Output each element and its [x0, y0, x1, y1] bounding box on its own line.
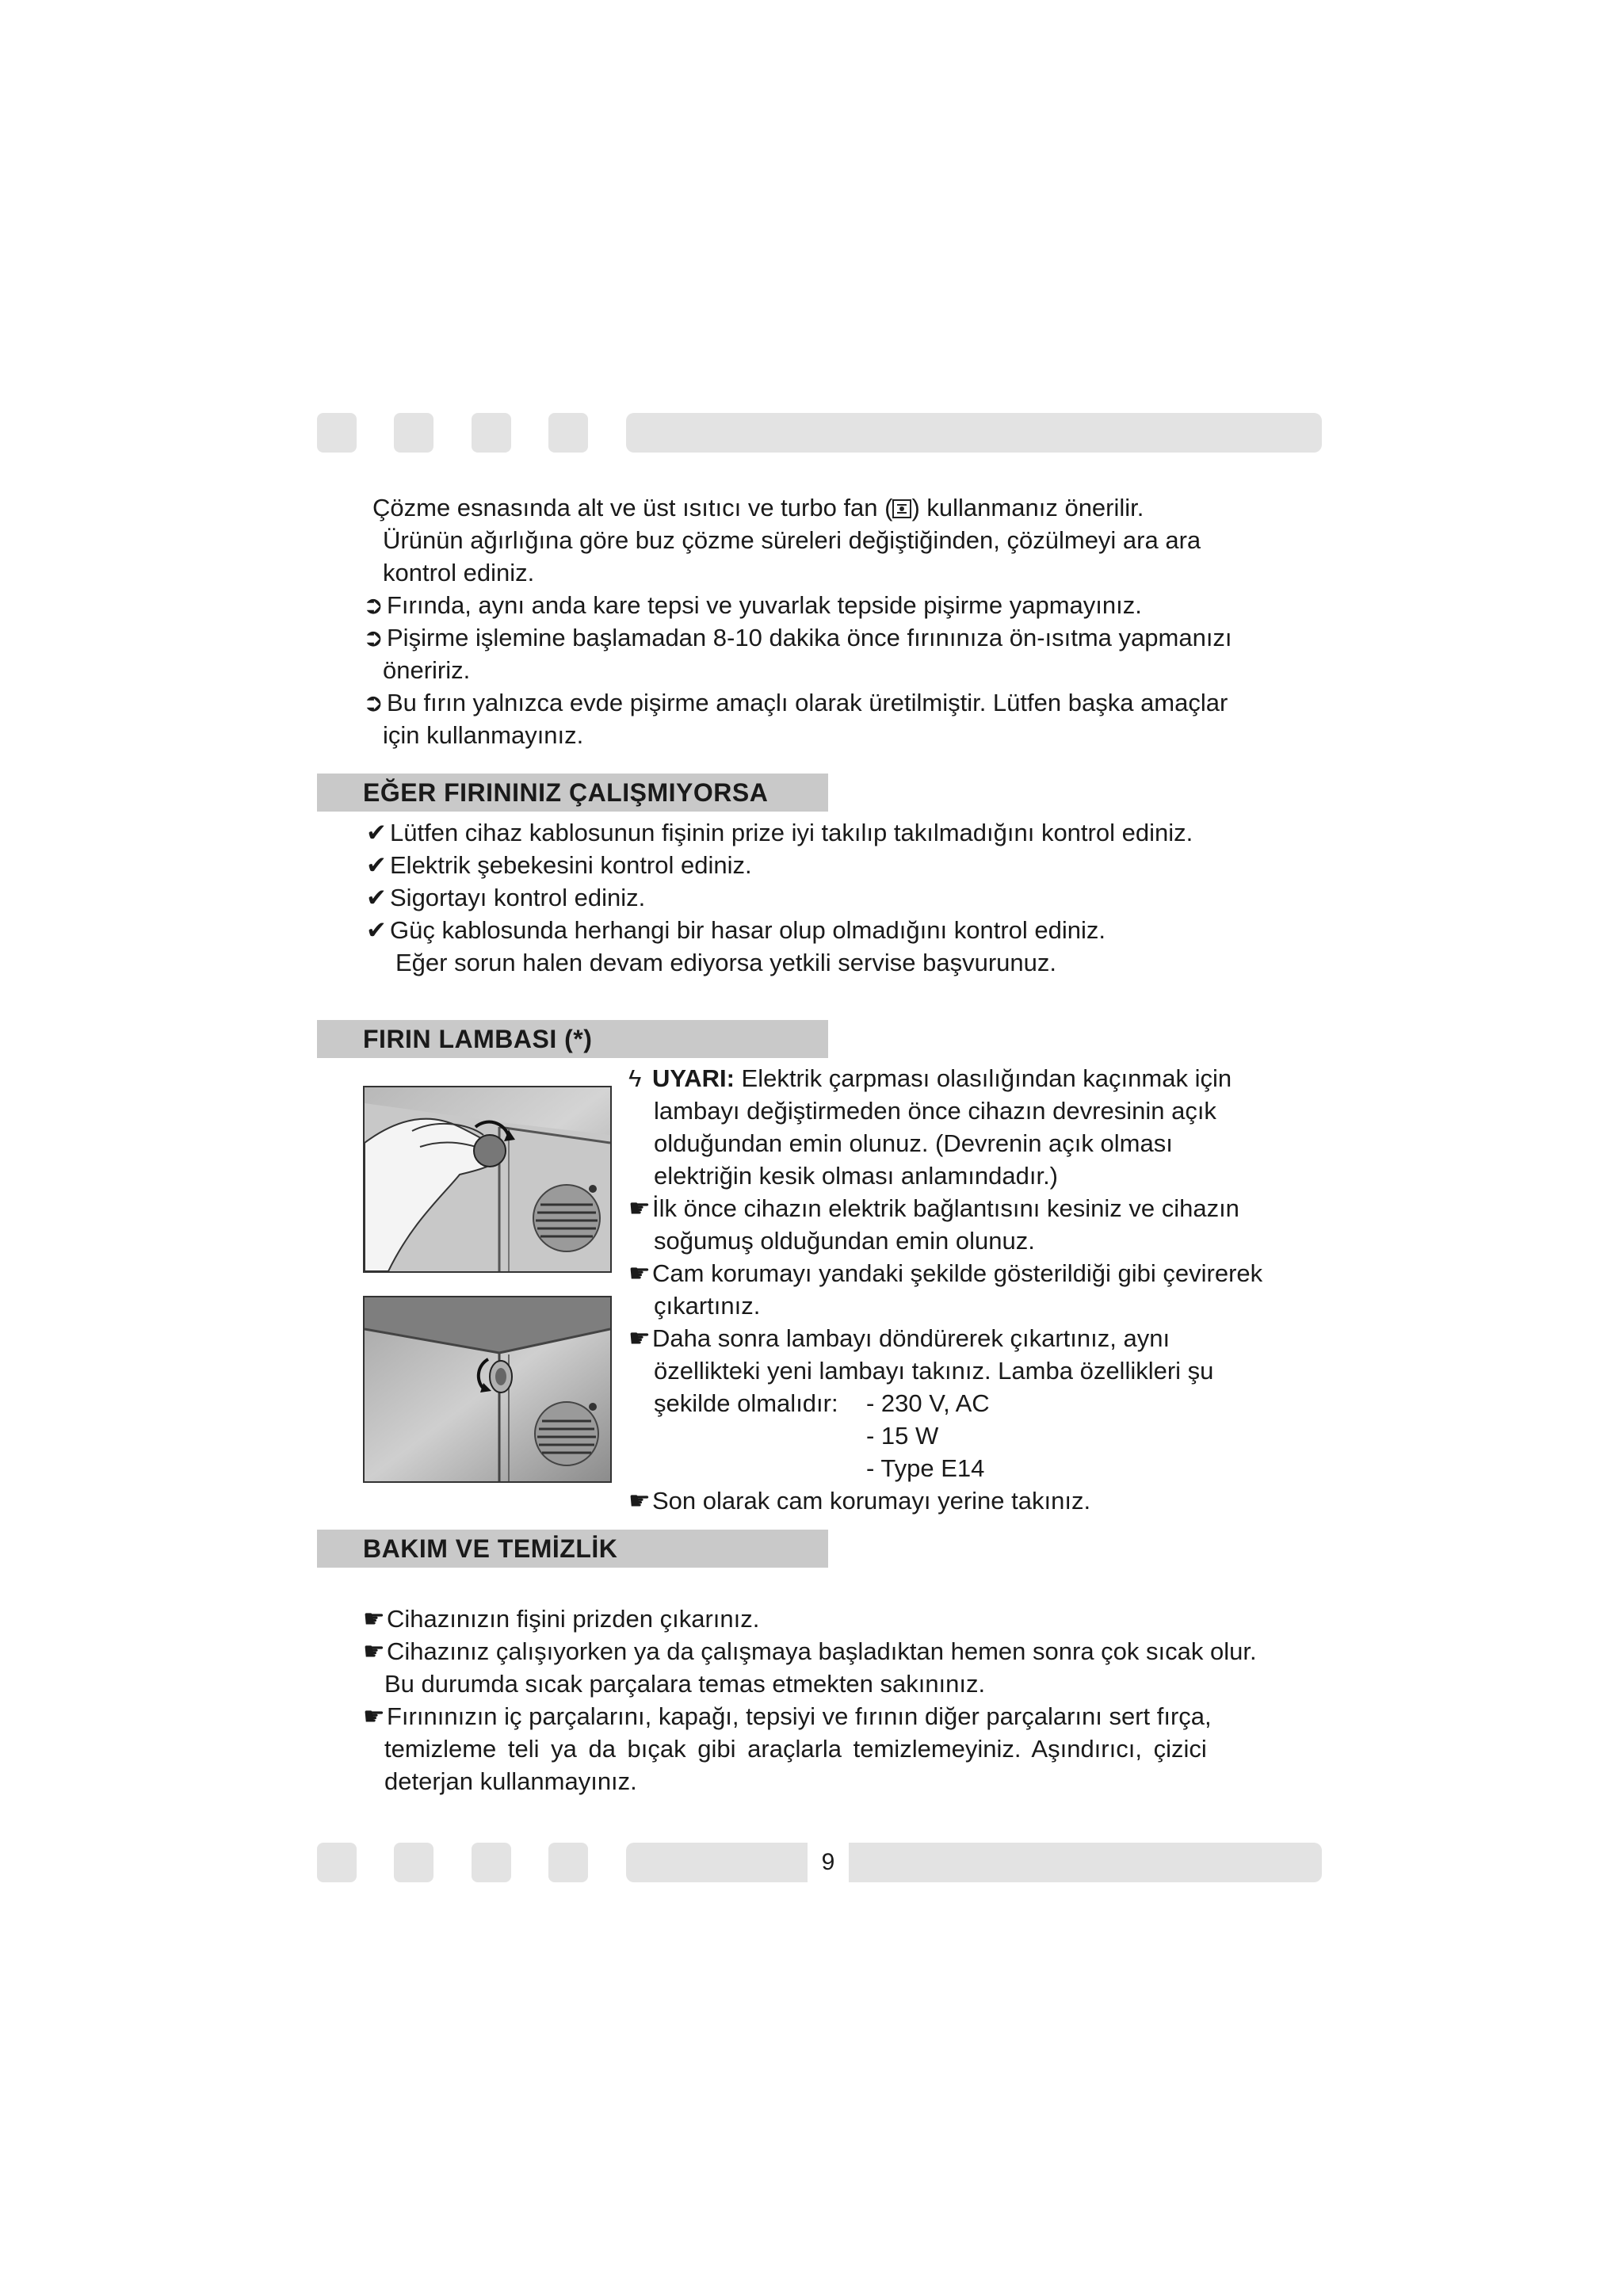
- header-square-3: [472, 413, 511, 453]
- step-item: ☛Daha sonra lambayı döndürerek çıkartınız, aynı: [628, 1322, 1170, 1354]
- care-item: ☛Cihazınızın fişini prizden çıkarınız.: [363, 1603, 759, 1635]
- pointing-hand-icon: ☛: [628, 1259, 651, 1287]
- footer-square-3: [472, 1843, 511, 1882]
- warning-line: olduğundan emin olunuz. (Devrenin açık olması: [654, 1129, 1173, 1157]
- bullet-item: ➲ Pişirme işlemine başlamadan 8-10 dakika önce fırınınıza ön-ısıtma yapmanızı: [363, 621, 1232, 654]
- lightning-warning-icon: ϟ: [628, 1064, 642, 1092]
- arrow-bullet-icon: ➲: [363, 591, 384, 619]
- header-square-4: [548, 413, 588, 453]
- pointing-hand-icon: ☛: [363, 1605, 385, 1633]
- pointing-hand-icon: ☛: [363, 1637, 385, 1665]
- warning-line: elektriğin kesik olması anlamındadır.): [654, 1162, 1059, 1190]
- section-heading-not-working: EĞER FIRININIZ ÇALIŞMIYORSA: [317, 774, 828, 812]
- arrow-bullet-icon: ➲: [363, 624, 384, 651]
- bullet-continuation: öneririz.: [383, 656, 471, 684]
- care-item: ☛Cihazınız çalışıyorken ya da çalışmaya başladıktan hemen sonra çok sıcak olur.: [363, 1635, 1257, 1668]
- pointing-hand-icon: ☛: [363, 1702, 385, 1730]
- bullet-continuation: için kullanmayınız.: [383, 721, 584, 749]
- check-item: ✔ Güç kablosunda herhangi bir hasar olup olmadığını kontrol ediniz.: [366, 914, 1106, 946]
- lamp-removal-illustration-1: [363, 1086, 612, 1273]
- header-bar: [626, 413, 1322, 453]
- lamp-spec: - 15 W: [866, 1422, 939, 1450]
- footer-square-4: [548, 1843, 588, 1882]
- warning-line: ϟ UYARI: Elektrik çarpması olasılığından kaçınmak için: [628, 1062, 1232, 1095]
- footer-square-1: [317, 1843, 357, 1882]
- paragraph-line: Ürünün ağırlığına göre buz çözme süreleri değiştiğinden, çözülmeyi ara ara: [383, 526, 1201, 554]
- step-item: ☛Son olarak cam korumayı yerine takınız.: [628, 1484, 1090, 1517]
- check-item: ✔ Sigortayı kontrol ediniz.: [366, 881, 645, 914]
- arrow-bullet-icon: ➲: [363, 689, 384, 716]
- bullet-item: ➲ Bu fırın yalnızca evde pişirme amaçlı olarak üretilmiştir. Lütfen başka amaçlar: [363, 686, 1228, 719]
- step-continuation: şekilde olmalıdır:: [654, 1389, 838, 1417]
- pointing-hand-icon: ☛: [628, 1324, 651, 1352]
- checkmark-icon: ✔: [366, 819, 387, 846]
- lamp-spec: - 230 V, AC: [866, 1389, 990, 1417]
- paragraph-line: Çözme esnasında alt ve üst ısıtıcı ve turbo fan ( ) kullanmanız önerilir.: [372, 494, 1144, 521]
- care-continuation: deterjan kullanmayınız.: [384, 1767, 637, 1795]
- warning-line: lambayı değiştirmeden önce cihazın devresinin açık: [654, 1097, 1216, 1125]
- lamp-removal-illustration-2: [363, 1296, 612, 1483]
- service-note: Eğer sorun halen devam ediyorsa yetkili servise başvurunuz.: [395, 949, 1056, 976]
- section-heading-oven-lamp: FIRIN LAMBASI (*): [317, 1020, 828, 1058]
- pointing-hand-icon: ☛: [628, 1487, 651, 1515]
- checkmark-icon: ✔: [366, 884, 387, 911]
- care-continuation: temizleme teli ya da bıçak gibi araçlarla temizlemeyiniz. Aşındırıcı, çizici: [384, 1735, 1207, 1763]
- step-continuation: soğumuş olduğundan emin olunuz.: [654, 1227, 1035, 1255]
- checkmark-icon: ✔: [366, 851, 387, 879]
- paragraph-line: kontrol ediniz.: [383, 559, 535, 586]
- care-continuation: Bu durumda sıcak parçalara temas etmekten sakınınız.: [384, 1670, 986, 1698]
- pointing-hand-icon: ☛: [628, 1194, 651, 1222]
- footer-bar: [626, 1843, 1322, 1882]
- care-item: ☛Fırınınızın iç parçalarını, kapağı, tepsiyi ve fırının diğer parçalarını sert fırça,: [363, 1700, 1212, 1733]
- step-item: ☛Cam korumayı yandaki şekilde gösterildiği gibi çevirerek: [628, 1257, 1262, 1289]
- header-square-1: [317, 413, 357, 453]
- step-continuation: özellikteki yeni lambayı takınız. Lamba özellikleri şu: [654, 1357, 1214, 1385]
- lamp-spec: - Type E14: [866, 1454, 985, 1482]
- check-item: ✔ Elektrik şebekesini kontrol ediniz.: [366, 849, 752, 881]
- check-item: ✔ Lütfen cihaz kablosunun fişinin prize iyi takılıp takılmadığını kontrol ediniz.: [366, 816, 1193, 849]
- header-square-2: [394, 413, 433, 453]
- page-number: 9: [808, 1840, 849, 1885]
- bullet-item: ➲ Fırında, aynı anda kare tepsi ve yuvarlak tepside pişirme yapmayınız.: [363, 589, 1142, 621]
- section-heading-maintenance: BAKIM VE TEMİZLİK: [317, 1530, 828, 1568]
- step-continuation: çıkartınız.: [654, 1292, 761, 1320]
- step-item: ☛İlk önce cihazın elektrik bağlantısını kesiniz ve cihazın: [628, 1192, 1239, 1224]
- checkmark-icon: ✔: [366, 916, 387, 944]
- turbo-fan-icon: [892, 499, 911, 518]
- footer-square-2: [394, 1843, 433, 1882]
